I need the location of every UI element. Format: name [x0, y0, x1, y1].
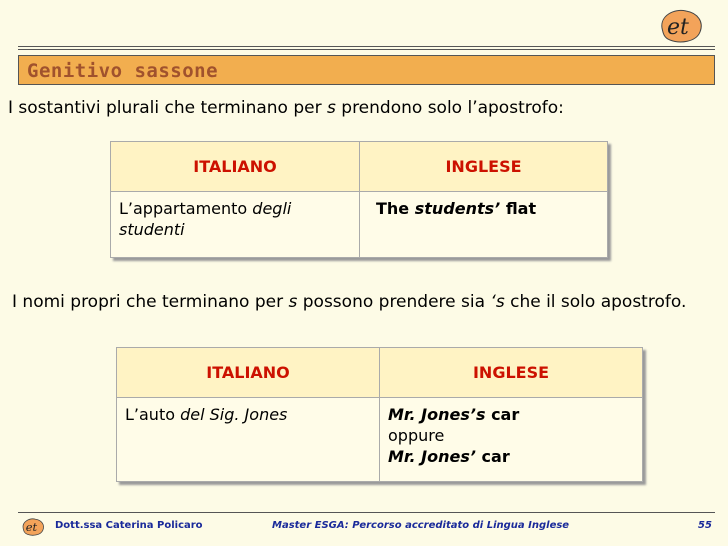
para2-emphasis-apostrophe-s: ‘s [490, 292, 505, 312]
footer-course-text: Master ESGA: Percorso accreditato di Lingua Inglese [272, 520, 570, 531]
et-logo-icon [656, 6, 706, 46]
table1-header-italiano: ITALIANO [111, 142, 360, 192]
table2-english-line1-post: car [485, 405, 520, 424]
paragraph-proper-nouns [12, 291, 720, 314]
para2-text-before: I nomi propri che terminano per [12, 292, 289, 312]
top-rule-1 [18, 46, 715, 47]
table1-english-pre: The [376, 199, 415, 218]
comparison-table-proper-nouns [116, 347, 643, 482]
table2-cell-italian [117, 398, 380, 482]
para1-emphasis: s [327, 98, 336, 118]
table1-header-inglese: INGLESE [360, 142, 608, 192]
para2-text-after: che il solo apostrofo. [504, 292, 687, 312]
title-bar [18, 55, 715, 85]
table1-english-emphasis: students’ [414, 199, 501, 218]
para2-emphasis-s: s [288, 292, 298, 312]
table2-header-inglese: INGLESE [380, 348, 643, 398]
table2-italian-emphasis: del Sig. Jones [180, 405, 288, 424]
footer-page-text: 55 [698, 520, 712, 531]
table2-english-line1-emphasis: Mr. Jones’s [388, 405, 486, 424]
comparison-table-plural [110, 141, 608, 258]
table2-header-italiano: ITALIANO [117, 348, 380, 398]
para1-text-after: prendono solo l’apostrofo: [335, 98, 564, 118]
table1-english-post: flat [500, 199, 537, 218]
footer-logo-text: et [25, 520, 38, 535]
table2-cell-english [380, 398, 643, 482]
table2-english-line3-post: car [475, 447, 510, 466]
footer-page-number [698, 520, 712, 531]
footer-course [272, 520, 569, 531]
para1-text-before: I sostantivi plurali che terminano per [8, 98, 328, 118]
para2-text-mid: possono prendere sia [297, 292, 491, 312]
footer-author: Dott.ssa Caterina Policaro [55, 520, 203, 531]
footer-rule [18, 512, 715, 513]
table1-italian-emphasis: degli studenti [119, 199, 292, 239]
footer-et-logo-icon [20, 516, 46, 538]
table2-english-line3-emphasis: Mr. Jones’ [388, 447, 476, 466]
paragraph-plural-nouns [8, 97, 718, 120]
table2-italian-plain: L’auto [125, 405, 181, 424]
table2-english-line2: oppure [388, 426, 445, 445]
table1-cell-english [360, 192, 608, 258]
top-rule-2 [18, 49, 715, 50]
slide-title: Genitivo sassone [27, 60, 219, 82]
table1-italian-plain: L’appartamento [119, 199, 253, 218]
table1-cell-italian [111, 192, 360, 258]
logo-text: et [667, 15, 689, 40]
